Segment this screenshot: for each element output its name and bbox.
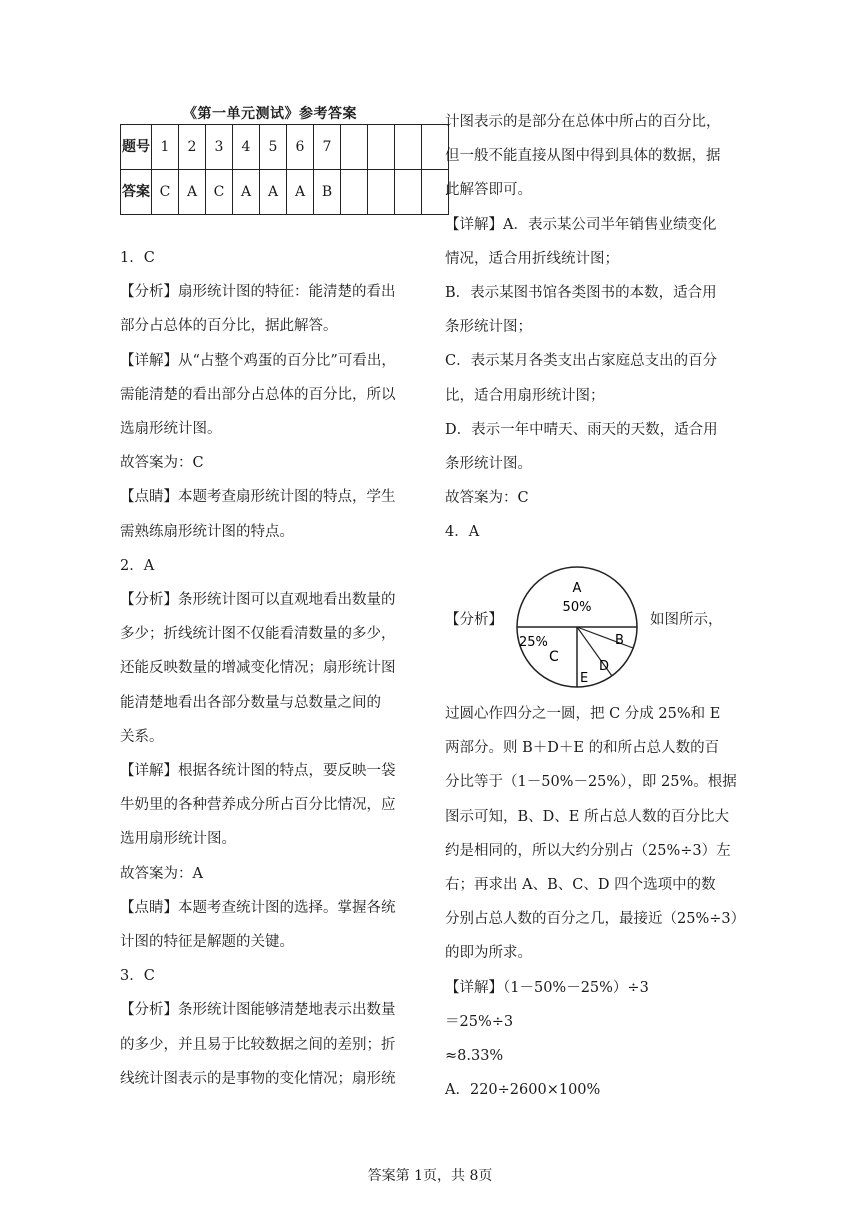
text-line: 故答案为：C	[120, 455, 204, 472]
pie-diagram	[511, 566, 643, 688]
text-line: ≈8.33%	[445, 1048, 504, 1064]
text-line: 多少；折线统计图不仅能看清数量的多少，	[120, 626, 396, 643]
text-line: 但一般不能直接从图中得到具体的数据，据	[445, 148, 721, 165]
text-line: 牛奶里的各种营养成分所占百分比情况，应	[120, 797, 396, 814]
text-line: 分比等于（1－50%－25%），即 25%。根据	[445, 774, 737, 791]
table-cell: A	[287, 170, 314, 215]
table-cell: 4	[233, 125, 260, 170]
text-line: 过圆心作四分之一圆，把 C 分成 25%和 E	[445, 706, 721, 722]
pie-label-c-percent: 25%	[519, 635, 548, 650]
pie-divider-b	[577, 627, 633, 648]
text-line: 条形统计图。	[445, 456, 532, 472]
table-cell: A	[260, 170, 287, 215]
text-line: 【分析】扇形统计图的特征：能清楚的看出	[120, 284, 396, 301]
text-line: 计图的特征是解题的关键。	[120, 934, 294, 950]
table-cell: C	[152, 170, 179, 215]
text-line: 还能反映数量的增减变化情况；扇形统计图	[120, 660, 396, 677]
table-cell: A	[233, 170, 260, 215]
table-row	[121, 125, 449, 170]
table-cell: 5	[260, 125, 287, 170]
table-cell	[368, 170, 395, 215]
table-cell: A	[179, 170, 206, 215]
text-line: 比，适合用扇形统计图；	[445, 387, 605, 404]
table-cell: 6	[287, 125, 314, 170]
text-line: ＝25%÷3	[445, 1013, 514, 1030]
text-line: B．表示某图书馆各类图书的本数，适合用	[445, 285, 717, 301]
text-line: 2．A	[120, 557, 155, 574]
text-line: 1．C	[120, 250, 155, 266]
text-line: 部分占总体的百分比，据此解答。	[120, 318, 338, 335]
table-cell	[395, 125, 422, 170]
text-line: 4．A	[445, 524, 480, 541]
table-cell	[395, 170, 422, 215]
text-line: D．表示一年中晴天、雨天的天数，适合用	[445, 421, 718, 438]
text-line: 线统计图表示的是事物的变化情况；扇形统	[120, 1070, 396, 1087]
pie-label-d: D	[599, 659, 610, 674]
page-title: 《第一单元测试》参考答案	[183, 106, 357, 122]
text-line: 能清楚地看出各部分数量与总数量之间的	[120, 694, 381, 711]
analysis-label: 【分析】	[445, 612, 503, 628]
answer-table	[120, 124, 449, 215]
text-line: 分别占总人数的百分之几，最接近（25%÷3）	[445, 911, 746, 928]
table-cell: 2	[179, 125, 206, 170]
text-line: 故答案为：C	[445, 490, 529, 507]
text-line: A．220÷2600×100%	[445, 1082, 601, 1099]
text-line: 【点睛】本题考查统计图的选择。掌握各统	[120, 899, 396, 916]
text-line: 的多少，并且易于比较数据之间的差别；折	[120, 1036, 396, 1053]
text-line: 【分析】条形统计图能够清楚地表示出数量	[120, 1002, 396, 1019]
text-line: 两部分。则 B＋D＋E 的和所占总人数的百	[445, 740, 720, 757]
text-line: 条形统计图；	[445, 319, 532, 336]
table-cell	[368, 125, 395, 170]
table-cell: 3	[206, 125, 233, 170]
pie-label-a-percent: 50%	[562, 600, 592, 615]
pie-label-e: E	[580, 671, 589, 686]
table-header-answer: 答案	[121, 170, 152, 215]
text-line: 关系。	[120, 728, 164, 745]
text-line: 【详解】根据各统计图的特点，要反映一袋	[120, 763, 396, 779]
table-cell: 7	[314, 125, 341, 170]
text-line: 需能清楚的看出部分占总体的百分比，所以	[120, 386, 396, 403]
text-line: 【分析】条形统计图可以直观地看出数量的	[120, 592, 396, 608]
table-cell	[341, 170, 368, 215]
text-line: 【详解】（1－50%－25%）÷3	[445, 979, 649, 996]
text-line: 【详解】A．表示某公司半年销售业绩变化	[445, 216, 717, 233]
table-header-question: 题号	[121, 125, 152, 170]
text-line: C．表示某月各类支出占家庭总支出的百分	[445, 353, 718, 370]
figure-caption: 如图所示，	[650, 612, 723, 628]
pie-label-c: C	[549, 649, 559, 665]
text-line: 需熟练扇形统计图的特点。	[120, 523, 294, 540]
text-line: 选扇形统计图。	[120, 421, 222, 437]
text-line: 图示可知，B、D、E 所占总人数的百分比大	[445, 808, 729, 825]
table-cell: 1	[152, 125, 179, 170]
pie-label-b: B	[615, 633, 624, 648]
table-row	[121, 170, 449, 215]
text-line: 此解答即可。	[445, 182, 532, 199]
text-line: 【点睛】本题考查扇形统计图的特点，学生	[120, 489, 396, 506]
text-line: 故答案为：A	[120, 865, 203, 882]
text-line: 【详解】从“占整个鸡蛋的百分比”可看出，	[120, 352, 396, 369]
text-line: 计图表示的是部分在总体中所占的百分比，	[445, 114, 721, 130]
pie-figure-row	[445, 566, 740, 688]
text-line: 约是相同的，所以大约分别占（25%÷3）左	[445, 842, 731, 859]
text-line: 情况，适合用折线统计图；	[445, 250, 619, 267]
text-line: 的即为所求。	[445, 945, 532, 962]
table-cell: B	[314, 170, 341, 215]
text-line: 3．C	[120, 968, 155, 985]
table-cell: C	[206, 170, 233, 215]
text-line: 右；再求出 A、B、C、D 四个选项中的数	[445, 877, 716, 893]
pie-label-a: A	[572, 581, 582, 596]
table-cell	[341, 125, 368, 170]
text-line: 选用扇形统计图。	[120, 831, 236, 848]
page-footer: 答案第 1页，共 8页	[367, 1168, 493, 1184]
